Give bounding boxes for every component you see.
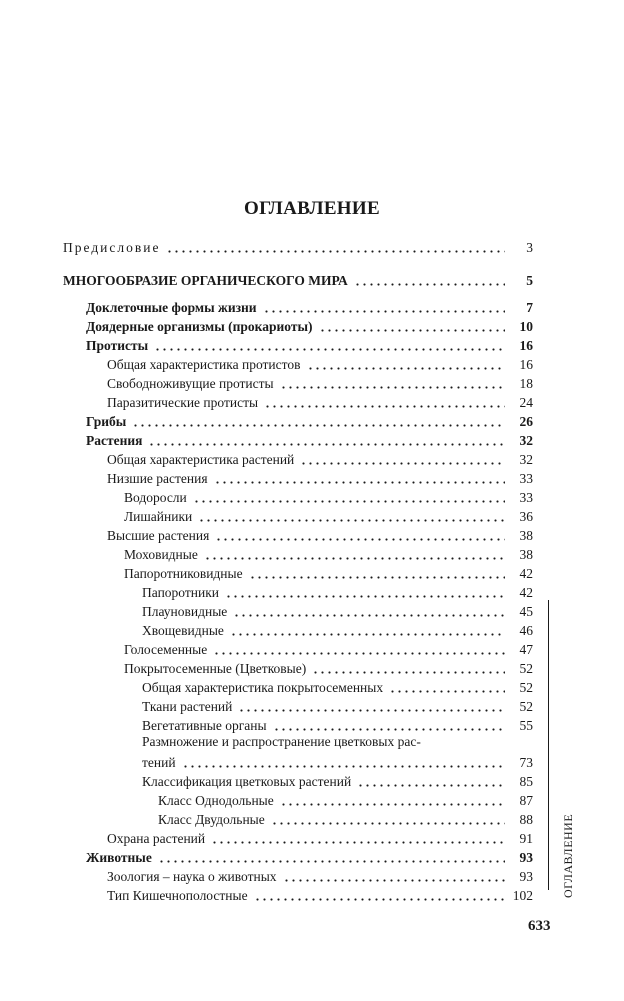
- toc-page-number: 88: [519, 812, 533, 827]
- toc-entry[interactable]: [107, 450, 533, 468]
- toc-entry[interactable]: [86, 336, 533, 354]
- toc-page-number: 87: [519, 793, 533, 808]
- toc-entry[interactable]: [142, 602, 533, 620]
- toc-page-number: 26: [519, 414, 533, 429]
- dot-leader: [198, 519, 505, 522]
- toc-page-number: 52: [519, 661, 533, 676]
- dot-leader: [249, 576, 505, 579]
- toc-entry-text: Плауновидные: [142, 604, 228, 619]
- dot-leader: [182, 765, 505, 768]
- toc-page-number: 47: [519, 642, 533, 657]
- toc-entry-text: Предисловие: [63, 240, 161, 255]
- dot-leader: [230, 633, 505, 636]
- toc-entry-text: Хвощевидные: [142, 623, 224, 638]
- toc-page-number: 3: [526, 240, 533, 255]
- dot-leader: [204, 557, 505, 560]
- toc-entry[interactable]: [86, 298, 533, 316]
- toc-entry[interactable]: [86, 412, 533, 430]
- toc-page-number: 52: [519, 680, 533, 695]
- toc-entry[interactable]: [142, 583, 533, 601]
- page-number: 633: [528, 918, 551, 934]
- dot-leader: [319, 329, 505, 332]
- toc-entry-text: Ткани растений: [142, 699, 233, 714]
- toc-entry-text: Общая характеристика покрытосеменных: [142, 680, 384, 695]
- toc-page-number: 10: [519, 319, 533, 334]
- toc-entry[interactable]: [86, 431, 533, 449]
- dot-leader: [307, 367, 506, 370]
- toc-page-number: 102: [512, 888, 533, 903]
- toc-page-number: 93: [519, 869, 533, 884]
- toc-entry[interactable]: [107, 886, 533, 904]
- toc-entry[interactable]: [107, 393, 533, 411]
- dot-leader: [264, 405, 505, 408]
- toc-entry-text: тений: [142, 755, 176, 770]
- dot-leader: [238, 709, 505, 712]
- toc-entry-text: Общая характеристика протистов: [107, 357, 301, 372]
- toc-entry-text: Свободноживущие протисты: [107, 376, 274, 391]
- toc-entry[interactable]: [107, 469, 533, 487]
- dot-leader: [215, 538, 505, 541]
- dot-leader: [263, 310, 505, 313]
- toc-page-number: 18: [519, 376, 533, 391]
- toc-page-number: 32: [519, 452, 533, 467]
- toc-entry-text: Протисты: [86, 338, 149, 353]
- toc-entry-text: Паразитические протисты: [107, 395, 259, 410]
- toc-page-number: 38: [519, 528, 533, 543]
- side-rule: [548, 600, 549, 890]
- toc-entry[interactable]: [124, 659, 533, 677]
- toc-entry-text: Животные: [86, 850, 152, 865]
- toc-entry-text: Грибы: [86, 414, 127, 429]
- toc-page-number: 42: [519, 585, 533, 600]
- toc-entry-text: Классификация цветковых растений: [142, 774, 352, 789]
- toc-page-number: 42: [519, 566, 533, 581]
- toc-entry-text: Папоротниковидные: [124, 566, 243, 581]
- dot-leader: [148, 443, 505, 446]
- toc-page-number: 38: [519, 547, 533, 562]
- toc-entry-text: Охрана растений: [107, 831, 206, 846]
- toc-entry-text: МНОГООБРАЗИЕ ОРГАНИЧЕСКОГО МИРА: [63, 273, 348, 288]
- toc-page-number: 33: [519, 490, 533, 505]
- toc-entry[interactable]: [142, 753, 533, 771]
- toc-entry[interactable]: [124, 545, 533, 563]
- toc-entry[interactable]: [142, 772, 533, 790]
- toc-page-number: 52: [519, 699, 533, 714]
- toc-page-number: 36: [519, 509, 533, 524]
- toc-entry[interactable]: [86, 317, 533, 335]
- toc-entry-text: Моховидные: [124, 547, 198, 562]
- toc-entry[interactable]: [142, 697, 533, 715]
- dot-leader: [300, 462, 505, 465]
- dot-leader: [273, 728, 505, 731]
- dot-leader: [312, 671, 505, 674]
- toc-entry-text: Водоросли: [124, 490, 187, 505]
- dot-leader: [132, 424, 505, 427]
- dot-leader: [214, 481, 505, 484]
- page-title: ОГЛАВЛЕНИЕ: [244, 198, 380, 219]
- toc-page-number: 85: [519, 774, 533, 789]
- toc-entry[interactable]: [107, 526, 533, 544]
- toc-entry-text: Голосеменные: [124, 642, 208, 657]
- toc-page-number: 33: [519, 471, 533, 486]
- toc-entry-text: Растения: [86, 433, 143, 448]
- toc-entry[interactable]: [142, 716, 533, 734]
- toc-entry-part[interactable]: [63, 271, 533, 289]
- toc-entry[interactable]: [142, 621, 533, 639]
- running-header-label: ОГЛАВЛЕНИЕ: [561, 813, 575, 898]
- toc-entry[interactable]: [124, 507, 533, 525]
- toc-entry[interactable]: [107, 829, 533, 847]
- dot-leader: [357, 784, 505, 787]
- dot-leader: [354, 283, 505, 286]
- dot-leader: [193, 500, 505, 503]
- toc-entry[interactable]: [107, 867, 533, 885]
- toc-entry[interactable]: [107, 355, 533, 373]
- toc-entry-text: Зоология – наука о животных: [107, 869, 277, 884]
- dot-leader: [280, 386, 505, 389]
- toc-page-number: 32: [519, 433, 533, 448]
- toc-entry-text: Тип Кишечнополостные: [107, 888, 248, 903]
- toc-entry[interactable]: [86, 848, 533, 866]
- toc-entry-text: Лишайники: [124, 509, 193, 524]
- dot-leader: [254, 898, 505, 901]
- toc-entry[interactable]: [142, 678, 533, 696]
- dot-leader: [166, 250, 505, 253]
- toc-page-number: 45: [519, 604, 533, 619]
- toc-page-number: 16: [519, 338, 533, 353]
- toc-entry-text: Доядерные организмы (прокариоты): [86, 319, 313, 334]
- toc-entry-text: Класс Однодольные: [158, 793, 274, 808]
- toc-page-number: 7: [526, 300, 533, 315]
- toc-entry-text: Размножение и распространение цветковых рас-: [142, 734, 421, 749]
- toc-entry-text: Покрытосеменные (Цветковые): [124, 661, 307, 676]
- toc-entry[interactable]: [124, 564, 533, 582]
- toc-entry[interactable]: [158, 791, 533, 809]
- toc-entry[interactable]: [107, 374, 533, 392]
- dot-leader: [280, 803, 505, 806]
- dot-leader: [233, 614, 505, 617]
- toc-page-number: 93: [519, 850, 533, 865]
- toc-entry-text: Вегетативные органы: [142, 718, 267, 733]
- toc-entry-text: Папоротники: [142, 585, 219, 600]
- toc-entry-text: Высшие растения: [107, 528, 210, 543]
- toc-page-number: 5: [526, 273, 533, 288]
- toc-entry[interactable]: [124, 640, 533, 658]
- toc-page-number: 73: [519, 755, 533, 770]
- dot-leader: [271, 822, 505, 825]
- dot-leader: [154, 348, 505, 351]
- toc-entry-text: Низшие растения: [107, 471, 208, 486]
- dot-leader: [389, 690, 505, 693]
- toc-page-number: 91: [519, 831, 533, 846]
- toc-entry-text: Класс Двудольные: [158, 812, 265, 827]
- toc-entry[interactable]: [158, 810, 533, 828]
- dot-leader: [211, 841, 505, 844]
- toc-page-number: 24: [519, 395, 533, 410]
- dot-leader: [158, 860, 505, 863]
- toc-entry[interactable]: [124, 488, 533, 506]
- toc-entry-text: Общая характеристика растений: [107, 452, 295, 467]
- toc-page-number: 55: [519, 718, 533, 733]
- toc-entry-preface[interactable]: [63, 238, 533, 256]
- toc-page-number: 46: [519, 623, 533, 638]
- dot-leader: [225, 595, 505, 598]
- dot-leader: [213, 652, 505, 655]
- toc-entry-text: Доклеточные формы жизни: [86, 300, 257, 315]
- dot-leader: [283, 879, 505, 882]
- toc-page-number: 16: [519, 357, 533, 372]
